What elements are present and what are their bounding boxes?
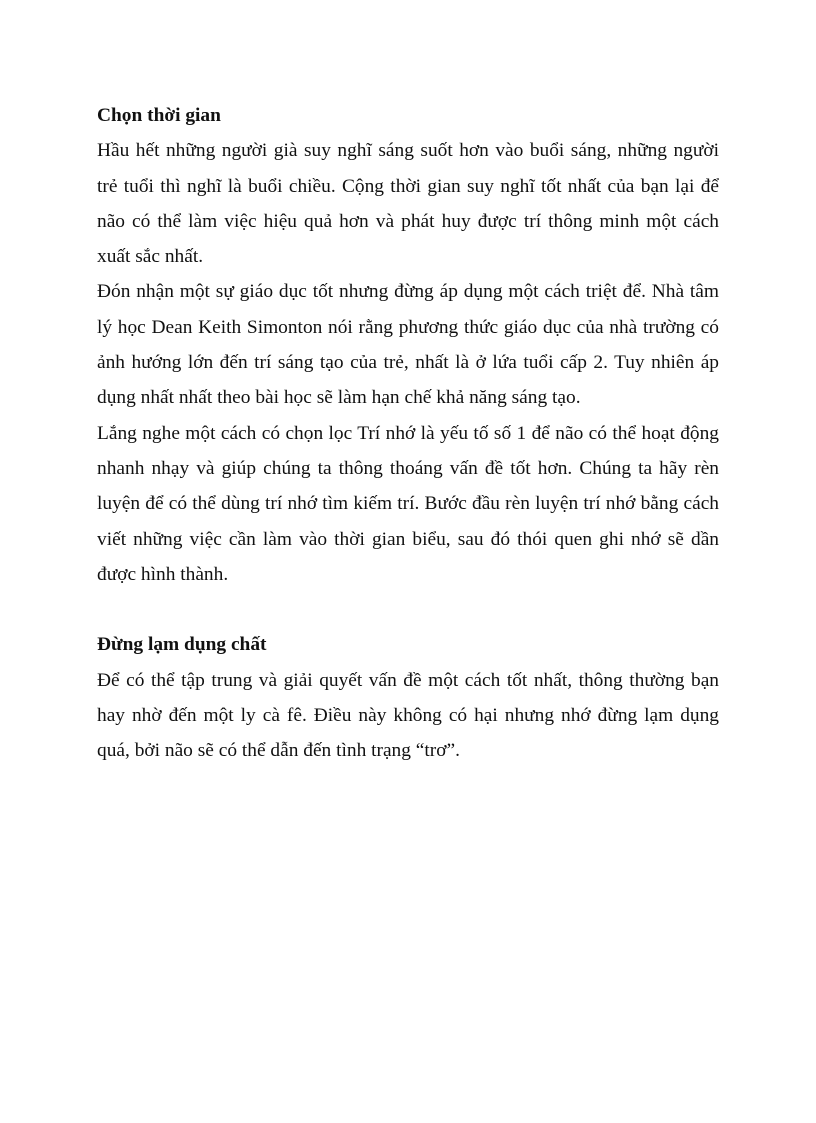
paragraph-education: Đón nhận một sự giáo dục tốt nhưng đừng áp dụng một cách triệt để. Nhà tâm lý học Dean Keith Simonton nói rằng phương thức giáo dục của nhà trường có ảnh hướng lớn đến trí sáng tạo của trẻ, nhất là ở lứa tuổi cấp 2. Tuy nhiên áp dụng nhất nhất theo bài học sẽ làm hạn chế khả năng sáng tạo.: [97, 281, 719, 409]
paragraph-coffee: Để có thể tập trung và giải quyết vấn đề một cách tốt nhất, thông thường bạn hay nhờ đến một ly cà fê. Điều này không có hại nhưng nhớ đừng lạm dụng quá, bởi não sẽ có thể dẫn đến tình trạng “trơ”.: [97, 669, 719, 762]
paragraph-selective-listening: Lắng nghe một cách có chọn lọc Trí nhớ là yếu tố số 1 để não có thể hoạt động nhanh nhạy và giúp chúng ta thông thoáng vấn đề tốt hơn. Chúng ta hãy rèn luyện để có thể dùng trí nhớ tìm kiếm trí. Bước đầu rèn luyện trí nhớ bằng cách viết những việc cần làm vào thời gian biểu, sau đó thói quen ghi nhớ sẽ dần được hình thành.: [97, 422, 719, 585]
section-spacer: [97, 592, 719, 627]
section-heading-chon-thoi-gian: Chọn thời gian: [97, 105, 221, 126]
document-body: [97, 98, 719, 769]
section-heading-dung-lam-dung-chat: Đừng lạm dụng chất: [97, 634, 267, 656]
paragraph-morning-thinking: Hầu hết những người già suy nghĩ sáng suốt hơn vào buổi sáng, những người trẻ tuổi thì nghĩ là buổi chiều. Cộng thời gian suy nghĩ tốt nhất của bạn lại để não có thể làm việc hiệu quả hơn và phát huy được trí thông minh một cách xuất sắc nhất.: [97, 140, 719, 268]
